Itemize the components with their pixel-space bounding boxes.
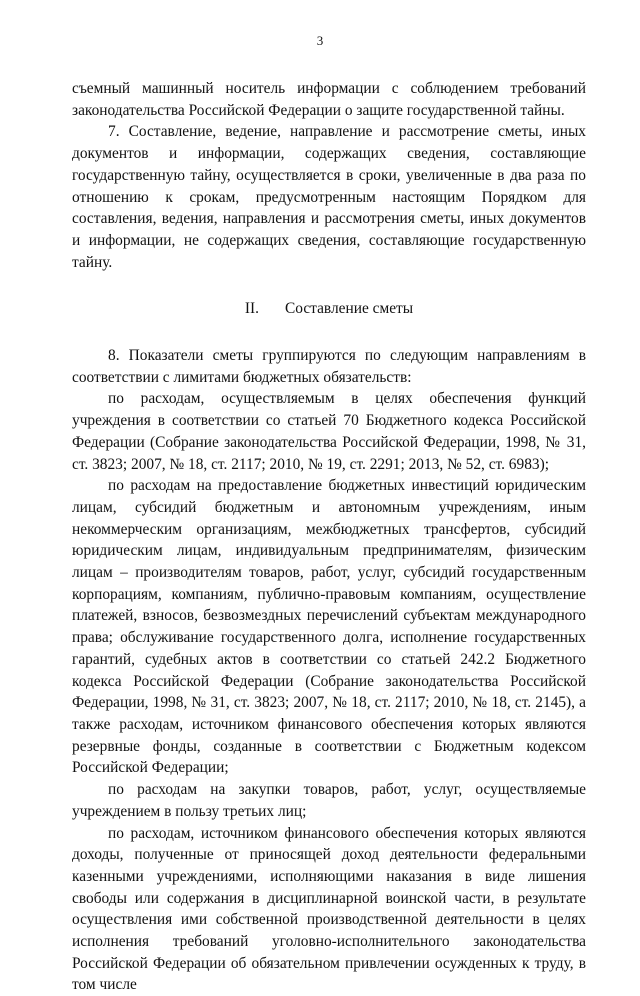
paragraph-7: 7. Составление, ведение, направление и рассмотрение сметы, иных документов и информации, содержащих сведения, составляющие государственную тайну, осуществляется в сроки, увеличенные в два раза по отношению к срокам, предусмотренным настоящим Порядком для составления, ведения, направления и рассмотрения сметы, иных документов и информации, не содержащих сведения, составляющие государственную тайну.	[72, 121, 586, 273]
paragraph-8: 8. Показатели сметы группируются по следующим направлениям в соответствии с лимитами бюджетных обязательств:	[72, 345, 586, 388]
paragraph-8-item-investments: по расходам на предоставление бюджетных инвестиций юридическим лицам, субсидий бюджетным и автономным учреждениям, иным некоммерческим организациям, межбюджетных трансфертов, субсидий юридическим лицам, индивидуальным предпринимателям, физическим лицам – производителям товаров, работ, услуг, субсидий государственным корпорациям, компаниям, публично-правовым компаниям, осуществление платежей, взносов, безвозмездных перечислений субъектам международного права; обслуживание государственного долга, исполнение государственных гарантий, судебных актов в соответствии со статьей 242.2 Бюджетного кодекса Российской Федерации (Собрание законодательства Российской Федерации, 1998, № 31, ст. 3823; 2007, № 18, ст. 2117; 2010, № 18, ст. 2145), а также расходам, источником финансового обеспечения которых являются резервные фонды, созданные в соответствии с Бюджетным кодексом Российской Федерации;	[72, 475, 586, 779]
paragraph-continuation: съемный машинный носитель информации с соблюдением требований законодательства Российской Федерации о защите государственной тайны.	[72, 78, 586, 121]
paragraph-8-item-functions: по расходам, осуществляемым в целях обеспечения функций учреждения в соответствии со статьей 70 Бюджетного кодекса Российской Федерации (Собрание законодательства Российской Федерации, 1998, № 31, ст. 3823; 2007, № 18, ст. 2117; 2010, № 19, ст. 2291; 2013, № 52, ст. 6983);	[72, 388, 586, 475]
paragraph-8-item-procurement: по расходам на закупки товаров, работ, услуг, осуществляемые учреждением в пользу третьих лиц;	[72, 779, 586, 822]
section-number: II.	[245, 300, 259, 317]
paragraph-8-item-income: по расходам, источником финансового обеспечения которых являются доходы, полученные от приносящей доход деятельности федеральными казенными учреждениями, исполняющими наказания в виде лишения свободы или содержания в дисциплинарной воинской части, в результате осуществления ими собственной производственной деятельности в целях исполнения требований уголовно-исполнительного законодательства Российской Федерации об обязательном привлечении осужденных к труду, в том числе	[72, 823, 586, 996]
section-heading	[72, 298, 586, 320]
document-body	[72, 78, 586, 996]
page-number: 3	[0, 34, 640, 48]
section-title: Составление сметы	[285, 300, 413, 317]
